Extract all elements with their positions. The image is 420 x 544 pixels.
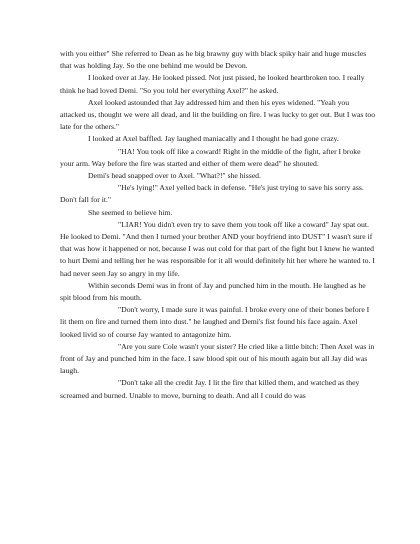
paragraph: Axel looked astounded that Jay addressed him and then his eyes widened. "Yeah you attacked us, thought we were all dead, and lit the building on fire. I was lucky to get out. But I was too late for the others." xyxy=(60,97,376,132)
paragraph: "Are you sure Cole wasn't your sister? He cried like a little bitch: Then Axel was in front of Jay and punched him in the face. I saw blood spit out of his mouth again but all Jay did was laugh. xyxy=(60,341,375,376)
paragraph: Demi's head snapped over to Axel. "What?!" she hissed. xyxy=(88,171,261,181)
paragraph: "Don't worry, I made sure it was painful. I broke every one of their bones before I lit them on fire and turned them into dust." he laughed and Demi's fist found his face again. Axel looked livid so of course Jay wanted to antagonize him. xyxy=(60,305,370,339)
paragraph: She seemed to believe him. xyxy=(88,207,173,217)
body-text xyxy=(60,48,376,402)
paragraph: "HA! You took off like a coward! Right in the middle of the fight, after I broke your arm. Way before the fire was started and either of them were dead" he shouted. xyxy=(60,146,361,168)
paragraph: I looked at Axel baffled. Jay laughed maniacally and I thought he had gone crazy. xyxy=(88,134,339,144)
paragraph: "Don't take all the credit Jay. I lit the fire that killed them, and watched as they screamed and burned. Unable to move, burning to death. And all I could do was xyxy=(60,378,360,400)
paragraph: with you either" She referred to Dean as he big brawny guy with black spiky hair and huge muscles that was holding Jay. So the one behind me would be Devon. xyxy=(60,49,367,71)
paragraph: Within seconds Demi was in front of Jay and punched him in the mouth. He laughed as he spit blood from his mouth. xyxy=(60,280,366,303)
paragraph: I looked over at Jay. He looked pissed. Not just pissed, he looked heartbroken too. I really think he had loved Demi. "So you told her everything Axel?" he asked. xyxy=(60,73,365,95)
paragraph: "LIAR! You didn't even try to save them you took off like a coward" Jay spat out. He looked to Demi. "And then I turned your brother AND your boyfriend into DUST" I wasn't sure if that was how it happened or not, because I was out cold for that part of the fight but I knew he wanted to hurt Demi and telling her he was responsible for it all would definitely hit her where he wanted to. I had never seen Jay so angry in my life. xyxy=(60,219,375,278)
paragraph: "He's lying!" Axel yelled back in defense. "He's just trying to save his sorry ass. Don't fall for it." xyxy=(60,183,364,205)
